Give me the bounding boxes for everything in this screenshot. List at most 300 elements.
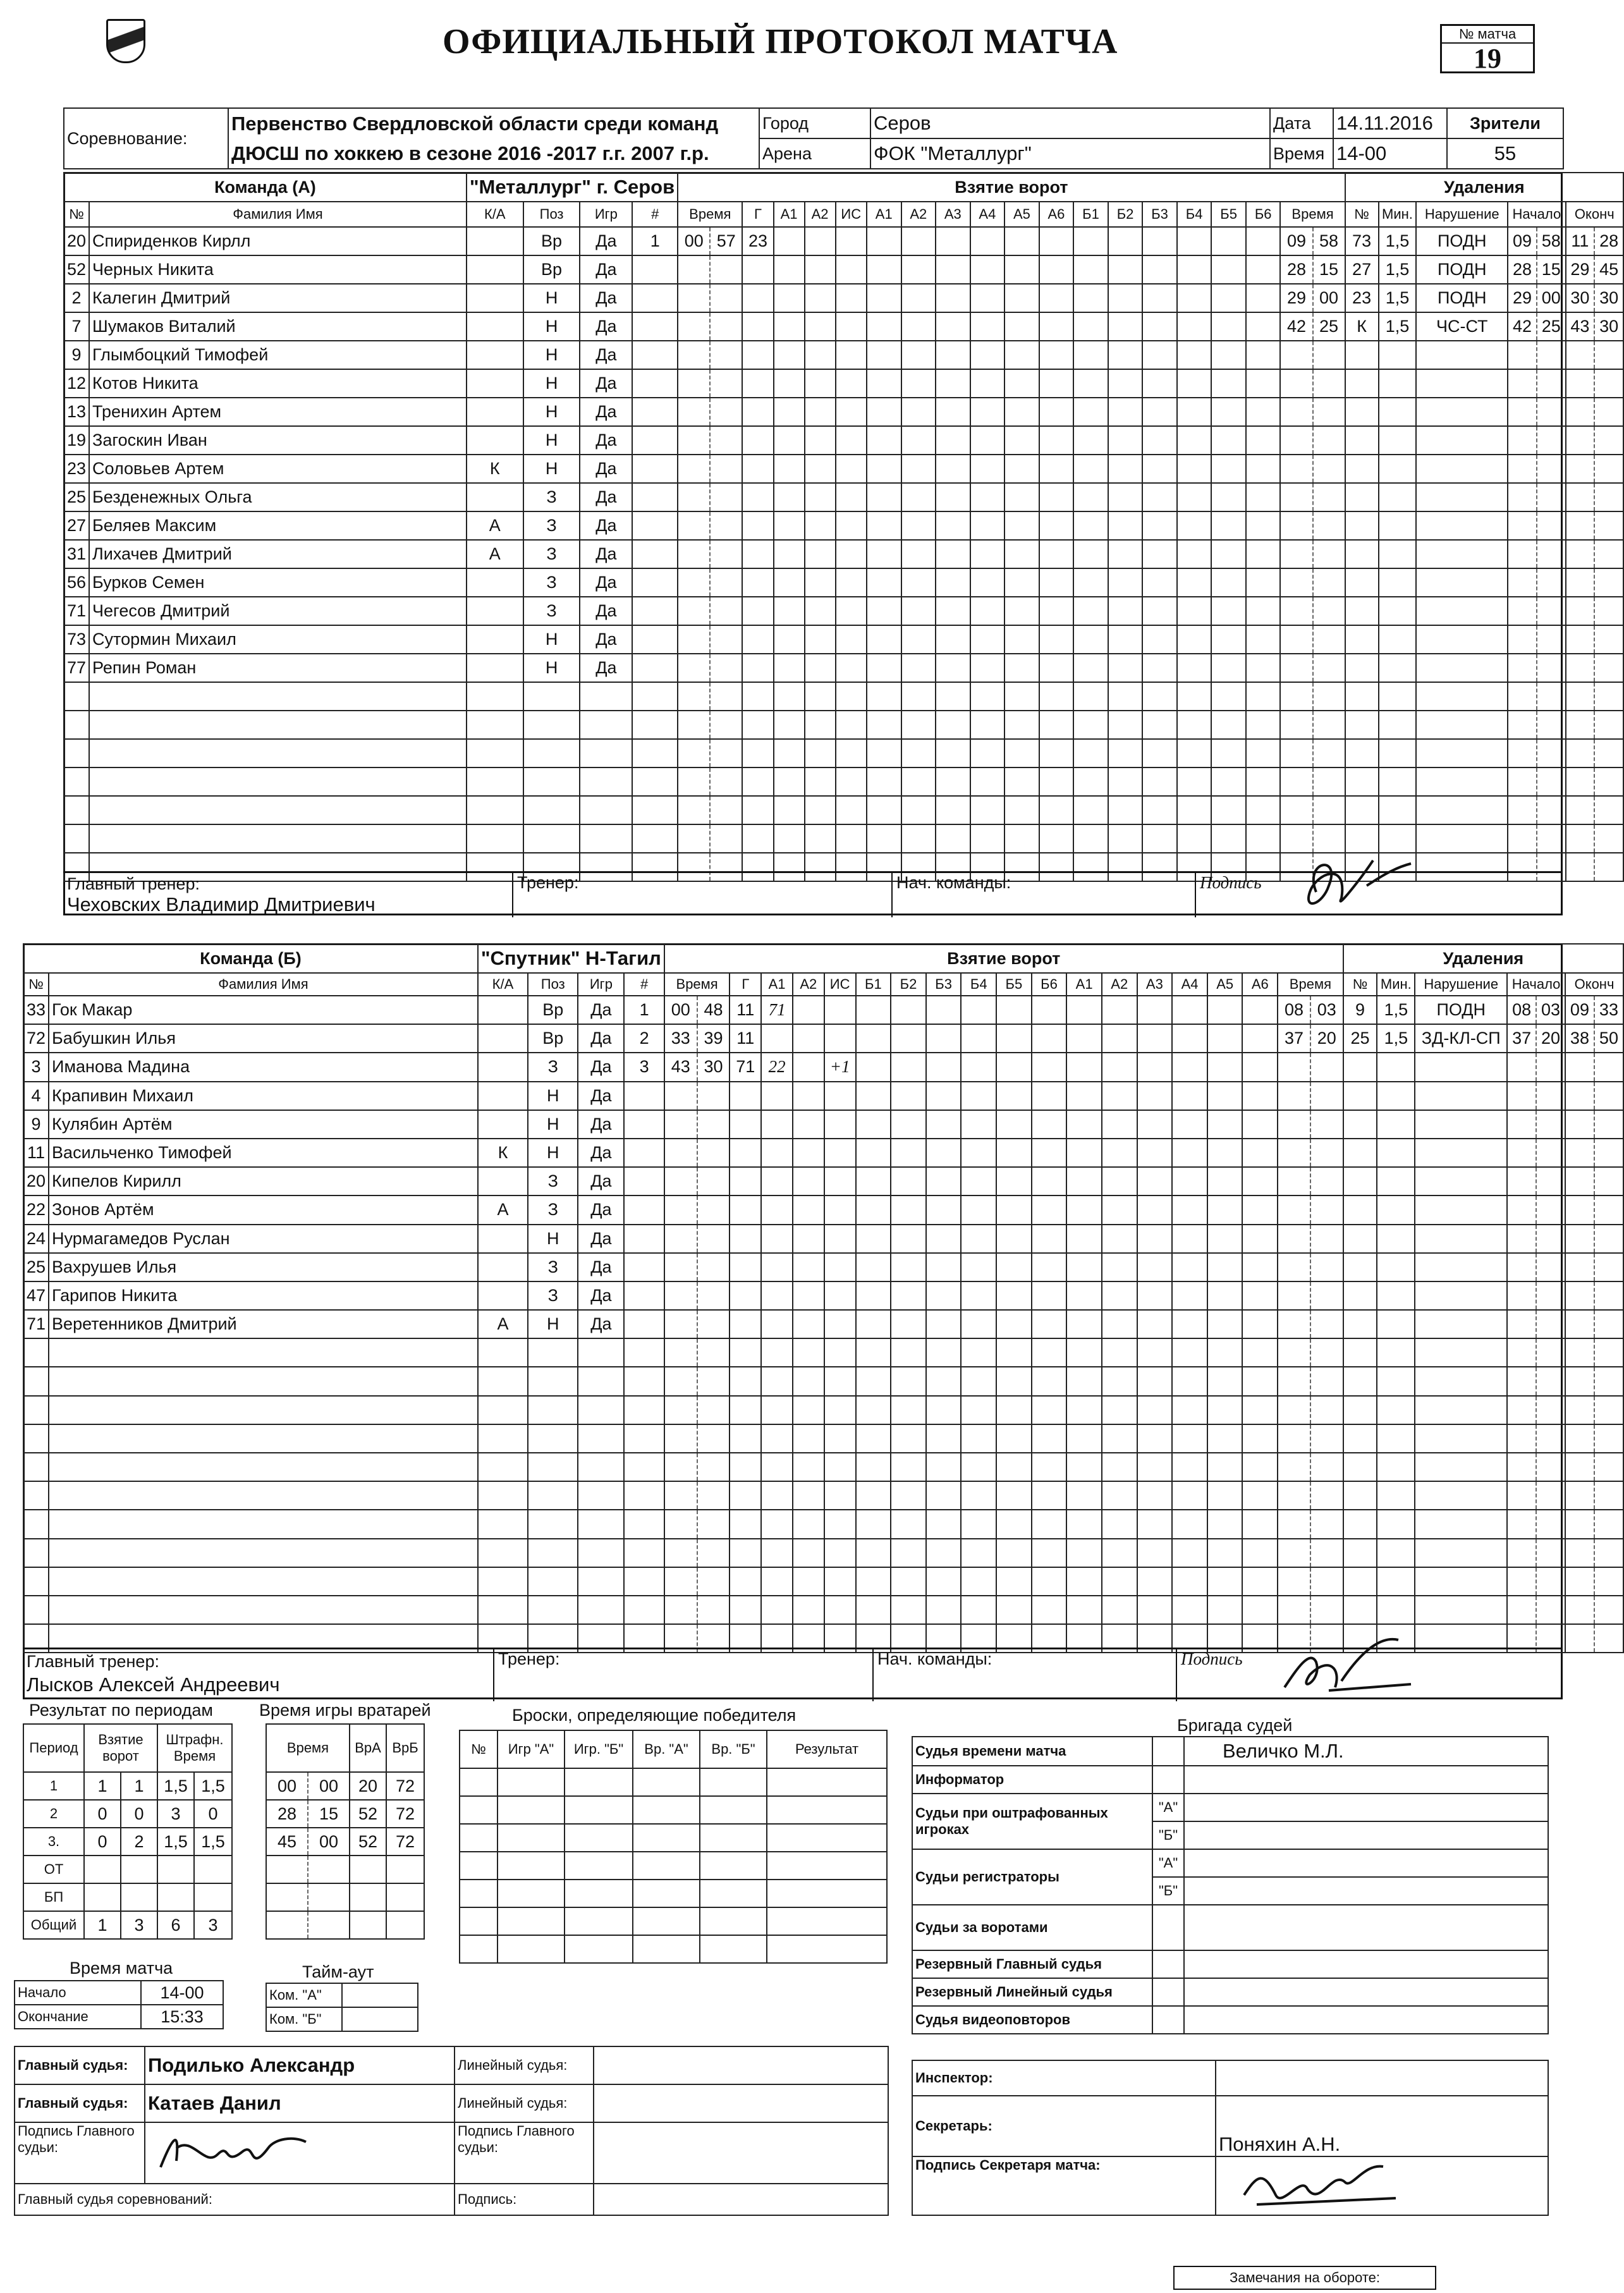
team-a-pen-sec xyxy=(1313,483,1345,511)
team-a-line-cell xyxy=(867,597,901,625)
team-a-player-number: 12 xyxy=(64,369,89,398)
team-b-line-cell xyxy=(996,1481,1032,1510)
period-label: 1 xyxy=(23,1772,84,1800)
team-b-player-pos: Н xyxy=(528,1082,578,1110)
team-a-line-cell xyxy=(1108,284,1143,312)
team-b-line-cell xyxy=(926,996,962,1024)
team-a-line-cell xyxy=(1177,568,1212,597)
team-a-line-cell xyxy=(901,796,936,824)
team-b-pen-sec xyxy=(1310,1110,1343,1139)
team-a-captain-label: Нач. команды: xyxy=(896,873,1011,892)
team-b-line-cell xyxy=(1172,1424,1207,1453)
inspector-label: Инспектор: xyxy=(912,2060,1216,2096)
team-a-pen-start-sec xyxy=(1537,511,1566,540)
team-a-player-name: Бурков Семен xyxy=(89,568,467,597)
team-b-line-cell xyxy=(1242,1053,1278,1081)
team-b-line-cell xyxy=(1032,1167,1067,1195)
team-a-line-cell xyxy=(1108,255,1143,284)
team-b-player-pos xyxy=(528,1539,578,1567)
team-a-line-cell xyxy=(1211,369,1246,398)
team-a-player-ka xyxy=(467,255,523,284)
team-b-line-cell xyxy=(1066,1225,1102,1253)
team-a-line-cell xyxy=(936,540,970,568)
team-b-pen-duration xyxy=(1377,1596,1415,1624)
team-a-line-cell xyxy=(1039,398,1074,426)
team-b-line-cell xyxy=(1172,1281,1207,1310)
team-a-goal-a1 xyxy=(774,341,805,369)
team-a-goal-no xyxy=(632,625,678,654)
team-b-line-cell xyxy=(856,1139,891,1167)
team-b-pen-violation xyxy=(1415,1110,1507,1139)
team-b-pen-player xyxy=(1343,1338,1377,1367)
team-a-goal-no xyxy=(632,540,678,568)
team-a-line-cell xyxy=(936,767,970,796)
team-b-pen-end-min: 09 xyxy=(1565,996,1594,1024)
team-a-line-cell xyxy=(1246,711,1281,739)
team-a-pen-violation xyxy=(1416,341,1508,369)
team-b-line-cell xyxy=(1207,1253,1243,1281)
team-b-line-cell xyxy=(1066,1510,1102,1538)
team-b-goal-a1 xyxy=(761,1539,793,1567)
team-b-player-ka xyxy=(478,996,528,1024)
team-b-line-cell xyxy=(996,996,1032,1024)
team-b-player-pos xyxy=(528,1396,578,1424)
team-a-pen-end-min xyxy=(1566,682,1595,711)
team-a-line-cell xyxy=(1073,796,1108,824)
team-a-pen-min xyxy=(1280,483,1312,511)
team-b-pen-start-sec xyxy=(1536,1481,1565,1510)
team-b-line-cell xyxy=(1137,1338,1173,1367)
team-a-line-cell xyxy=(1142,227,1177,255)
team-a-goal-a2 xyxy=(805,824,836,853)
team-b-goal-a2 xyxy=(793,1167,824,1195)
team-a-pen-violation xyxy=(1416,682,1508,711)
team-b-pen-end-sec xyxy=(1594,1539,1623,1567)
shootout-h-gb: Вр. "Б" xyxy=(700,1730,767,1768)
team-a-line-cell xyxy=(1073,654,1108,682)
team-b-line-cell xyxy=(1172,1024,1207,1053)
team-a-line-cell xyxy=(1211,711,1246,739)
team-b-player-play: Да xyxy=(578,1167,624,1195)
team-a-h-ptime: Время xyxy=(1280,202,1345,227)
team-b-goal-a1 xyxy=(761,1139,793,1167)
team-b-line-cell xyxy=(891,1225,926,1253)
team-b-pen-player xyxy=(1343,1539,1377,1567)
team-a-goal-a1 xyxy=(774,511,805,540)
team-a-pen-duration xyxy=(1379,455,1417,483)
team-a-pen-min: 42 xyxy=(1280,312,1312,341)
goalie-time-table xyxy=(266,1723,425,1940)
team-a-line-cell xyxy=(901,654,936,682)
team-b-h-ptime: Время xyxy=(1278,973,1343,996)
team-b-goal-no xyxy=(624,1225,664,1253)
team-a-player-number: 25 xyxy=(64,483,89,511)
team-b-pen-start-min xyxy=(1507,1396,1536,1424)
period-pen-b xyxy=(194,1856,232,1883)
team-b-player-ka xyxy=(478,1424,528,1453)
team-b-goals-header: Взятие ворот xyxy=(664,944,1343,973)
team-b-line-cell xyxy=(891,1167,926,1195)
team-b-player-pos xyxy=(528,1424,578,1453)
team-a-pen-end-min xyxy=(1566,597,1595,625)
team-b-player-name: Бабушкин Илья xyxy=(49,1024,478,1053)
team-a-player-play xyxy=(580,682,632,711)
team-b-player-number xyxy=(23,1367,49,1395)
team-a-pen-duration xyxy=(1379,597,1417,625)
team-a-line-cell xyxy=(1211,312,1246,341)
team-b-goal-no xyxy=(624,1139,664,1167)
team-a-line-cell xyxy=(1039,767,1074,796)
team-a-goal-min xyxy=(678,483,710,511)
team-b-pen-sec xyxy=(1310,1338,1343,1367)
team-a-goal-scorer xyxy=(742,767,773,796)
team-a-pen-sec xyxy=(1313,455,1345,483)
team-b-pen-sec xyxy=(1310,1424,1343,1453)
team-a-line-cell xyxy=(1073,625,1108,654)
period-label: ОТ xyxy=(23,1856,84,1883)
team-a-h-goalcol: Г xyxy=(742,202,773,227)
team-b-pen-end-sec: 33 xyxy=(1594,996,1623,1024)
team-b-goal-is xyxy=(824,1424,856,1453)
team-a-line-cell xyxy=(1177,369,1212,398)
brigade-video-value xyxy=(1184,2006,1548,2034)
team-a-head-coach: Чеховских Владимир Дмитриевич xyxy=(67,893,375,915)
team-b-player-ka xyxy=(478,1539,528,1567)
team-b-pen-min xyxy=(1278,1396,1310,1424)
team-b-line-cell xyxy=(1066,1396,1102,1424)
team-a-goal-sec xyxy=(710,398,742,426)
referee1-label: Главный судья: xyxy=(15,2046,145,2084)
team-a-goal-a2 xyxy=(805,540,836,568)
team-a-line-cell xyxy=(1142,341,1177,369)
team-b-pen-end-sec xyxy=(1594,1481,1623,1510)
team-b-line-cell xyxy=(1207,1139,1243,1167)
team-b-line-cell xyxy=(1102,1139,1137,1167)
team-a-line-cell xyxy=(1004,341,1039,369)
team-a-player-ka xyxy=(467,568,523,597)
team-a-pen-start-min xyxy=(1508,625,1537,654)
team-b-line-cell xyxy=(1102,1396,1137,1424)
team-a-line-cell xyxy=(1246,341,1281,369)
match-info-table xyxy=(63,107,1564,169)
team-b-player-play: Да xyxy=(578,1253,624,1281)
team-a-goal-sec xyxy=(710,312,742,341)
period-goals-b xyxy=(121,1856,157,1883)
team-a-line-cell xyxy=(901,540,936,568)
team-b-player-number xyxy=(23,1596,49,1624)
team-a-player-name: Чегесов Дмитрий xyxy=(89,597,467,625)
team-b-line-cell xyxy=(1066,1024,1102,1053)
team-a-goal-sec xyxy=(710,426,742,455)
team-b-goal-min xyxy=(664,1281,697,1310)
team-a-goal-min xyxy=(678,312,710,341)
team-a-goal-is xyxy=(836,767,867,796)
team-a-goal-is xyxy=(836,284,867,312)
team-a-line-cell xyxy=(1246,540,1281,568)
team-a-line-cell xyxy=(1004,369,1039,398)
team-a-pen-min xyxy=(1280,654,1312,682)
team-a-player-ka xyxy=(467,654,523,682)
team-b-pen-sec xyxy=(1310,1053,1343,1081)
shootout-cell xyxy=(633,1852,700,1880)
team-a-player-play: Да xyxy=(580,369,632,398)
team-a-player-name xyxy=(89,824,467,853)
team-b-pen-end-min xyxy=(1565,1338,1594,1367)
team-b-pen-start-sec xyxy=(1536,1253,1565,1281)
team-a-line-cell xyxy=(1142,796,1177,824)
team-b-goal-min xyxy=(664,1424,697,1453)
team-a-goal-sec xyxy=(710,483,742,511)
shootout-cell xyxy=(498,1907,565,1935)
team-a-player-name: Шумаков Виталий xyxy=(89,312,467,341)
team-a-pen-min xyxy=(1280,568,1312,597)
team-a-h-pviol: Нарушение xyxy=(1416,202,1508,227)
team-b-line-cell xyxy=(1032,1281,1067,1310)
team-b-coach-cell xyxy=(493,1649,872,1701)
team-b-pen-violation xyxy=(1415,1481,1507,1510)
goalie-b: 72 xyxy=(386,1828,424,1856)
shootout-cell xyxy=(700,1880,767,1907)
team-b-goal-a2 xyxy=(793,996,824,1024)
team-b-line-cell xyxy=(1242,1110,1278,1139)
team-b-line-cell xyxy=(926,1539,962,1567)
team-a-line-cell xyxy=(1246,568,1281,597)
team-a-line-cell xyxy=(936,682,970,711)
team-a-line-cell xyxy=(970,824,1005,853)
team-a-pen-violation xyxy=(1416,426,1508,455)
team-b-player-ka: К xyxy=(478,1139,528,1167)
team-b-pen-duration xyxy=(1377,1139,1415,1167)
team-a-line-cell xyxy=(901,455,936,483)
team-a-line-cell xyxy=(936,312,970,341)
team-b-line-cell xyxy=(1207,1424,1243,1453)
team-b-line-cell xyxy=(996,1338,1032,1367)
team-a-goal-no xyxy=(632,284,678,312)
team-b-pen-sec xyxy=(1310,1567,1343,1596)
team-b-line-cell xyxy=(1066,1453,1102,1481)
period-pen-b: 3 xyxy=(194,1911,232,1939)
team-a-goal-is xyxy=(836,341,867,369)
brigade-scorers-b: "Б" xyxy=(1152,1877,1184,1905)
team-a-line-cell xyxy=(1073,341,1108,369)
team-a-player-pos xyxy=(523,767,580,796)
brigade-scorers-a: "А" xyxy=(1152,1849,1184,1877)
team-a-h-line: А1 xyxy=(867,202,901,227)
team-b-pen-start-min xyxy=(1507,1367,1536,1395)
team-a-line-cell xyxy=(1004,568,1039,597)
period-goals-b xyxy=(121,1883,157,1911)
team-a-coach-label: Тренер: xyxy=(517,873,579,892)
timeout-title: Тайм-аут xyxy=(302,1962,374,1981)
periods-table xyxy=(23,1723,233,1940)
team-b-line-cell xyxy=(891,1195,926,1224)
competition-ref-sign-label: Подпись: xyxy=(455,2184,594,2215)
team-b-goal-a2 xyxy=(793,1424,824,1453)
team-a-goal-scorer: 23 xyxy=(742,227,773,255)
team-a-goal-is xyxy=(836,625,867,654)
shootout-cell xyxy=(767,1796,887,1824)
period-goals-b: 0 xyxy=(121,1800,157,1828)
team-a-player-ka xyxy=(467,824,523,853)
team-b-goal-no xyxy=(624,1110,664,1139)
team-a-line-cell xyxy=(1246,682,1281,711)
team-b-player-number: 72 xyxy=(23,1024,49,1053)
team-b-pen-min: 37 xyxy=(1278,1024,1310,1053)
team-b-pen-start-sec xyxy=(1536,1167,1565,1195)
team-b-pen-player xyxy=(1343,1596,1377,1624)
team-b-goal-is xyxy=(824,1110,856,1139)
team-a-line-cell xyxy=(1108,824,1143,853)
team-a-line-cell xyxy=(1108,312,1143,341)
team-b-line-cell xyxy=(1172,1225,1207,1253)
team-b-player-number xyxy=(23,1396,49,1424)
team-a-player-number xyxy=(64,682,89,711)
team-b-line-cell xyxy=(856,1424,891,1453)
referee1-name: Подилько Александр xyxy=(145,2046,455,2084)
match-number: 19 xyxy=(1474,43,1501,74)
team-a-line-cell xyxy=(1142,511,1177,540)
team-a-line-cell xyxy=(936,341,970,369)
team-b-goal-a2 xyxy=(793,1195,824,1224)
team-a-line-cell xyxy=(1142,540,1177,568)
team-a-line-cell xyxy=(970,483,1005,511)
team-b-line-cell xyxy=(1102,1253,1137,1281)
team-b-line-cell xyxy=(1066,1195,1102,1224)
team-b-player-name: Кулябин Артём xyxy=(49,1110,478,1139)
period-pen-b xyxy=(194,1883,232,1911)
team-b-goal-min: 00 xyxy=(664,996,697,1024)
team-b-goal-min xyxy=(664,1338,697,1367)
team-a-pen-player xyxy=(1345,568,1379,597)
team-b-pen-player xyxy=(1343,1225,1377,1253)
team-b-goal-sec xyxy=(697,1338,730,1367)
team-a-h-line: Б4 xyxy=(1177,202,1212,227)
team-b-line-cell xyxy=(996,1510,1032,1538)
team-a-line-cell xyxy=(1004,824,1039,853)
team-a-pen-duration xyxy=(1379,511,1417,540)
team-a-line-cell xyxy=(1004,255,1039,284)
team-a-line-cell xyxy=(1039,511,1074,540)
team-a-line-cell xyxy=(1004,625,1039,654)
team-b-line-cell xyxy=(996,1567,1032,1596)
team-b-line-cell xyxy=(1066,1596,1102,1624)
team-b-player-ka xyxy=(478,1110,528,1139)
match-end-value: 15:33 xyxy=(141,2005,223,2029)
team-a-goal-no xyxy=(632,483,678,511)
shootout-cell xyxy=(767,1935,887,1963)
team-b-line-cell xyxy=(856,1510,891,1538)
team-b-pen-min xyxy=(1278,1481,1310,1510)
team-b-goal-is xyxy=(824,1567,856,1596)
period-goals-a: 0 xyxy=(84,1828,121,1856)
team-a-head-coach-label: Главный тренер: xyxy=(67,874,200,893)
team-a-line-cell xyxy=(901,284,936,312)
team-a-player-ka xyxy=(467,483,523,511)
period-goals-a xyxy=(84,1856,121,1883)
team-a-goal-a2 xyxy=(805,398,836,426)
team-a-goal-min xyxy=(678,398,710,426)
team-a-line-cell xyxy=(1211,511,1246,540)
team-a-line-cell xyxy=(1177,255,1212,284)
team-b-pen-min xyxy=(1278,1596,1310,1624)
team-b-goal-a2 xyxy=(793,1310,824,1338)
team-a-line-cell xyxy=(970,255,1005,284)
team-b-goal-is xyxy=(824,1596,856,1624)
team-b-line-cell xyxy=(1066,1310,1102,1338)
team-b-pen-end-sec xyxy=(1594,1253,1623,1281)
team-a-line-cell xyxy=(970,711,1005,739)
team-b-pen-duration xyxy=(1377,1253,1415,1281)
team-b-pen-end-sec xyxy=(1594,1225,1623,1253)
team-a-player-number xyxy=(64,796,89,824)
team-a-line-cell xyxy=(1211,227,1246,255)
team-a-player-name: Лихачев Дмитрий xyxy=(89,540,467,568)
team-a-line-cell xyxy=(1246,369,1281,398)
team-b-goal-is xyxy=(824,1082,856,1110)
team-a-line-cell xyxy=(867,682,901,711)
team-a-goal-no xyxy=(632,597,678,625)
brigade-reserve-ref-spacer xyxy=(1152,1950,1184,1978)
brigade-reserve-line-value xyxy=(1184,1978,1548,2006)
goalie-a xyxy=(350,1911,386,1939)
team-a-goal-a1 xyxy=(774,284,805,312)
team-a-pen-sec xyxy=(1313,540,1345,568)
team-a-line-cell xyxy=(867,711,901,739)
team-b-line-cell xyxy=(891,1567,926,1596)
team-b-signature-mark xyxy=(1272,1630,1424,1706)
match-end-label: Окончание xyxy=(15,2005,141,2029)
team-b-pen-min xyxy=(1278,1539,1310,1567)
secretary-sign-text: Подпись Секретаря матча: xyxy=(915,2157,1101,2173)
team-b-pen-start-min xyxy=(1507,1225,1536,1253)
team-a-h-line: Б3 xyxy=(1142,202,1177,227)
team-a-player-name xyxy=(89,682,467,711)
team-a-h-line: А4 xyxy=(970,202,1005,227)
team-a-pen-start-min xyxy=(1508,796,1537,824)
match-time-title: Время матча xyxy=(70,1959,173,1978)
team-a-pen-player xyxy=(1345,654,1379,682)
team-b-goal-a1: 22 xyxy=(761,1053,793,1081)
team-a-pen-violation xyxy=(1416,483,1508,511)
shootout-cell xyxy=(700,1768,767,1796)
team-a-goal-sec xyxy=(710,711,742,739)
team-b-line-cell xyxy=(1242,1082,1278,1110)
team-b-player-name: Васильченко Тимофей xyxy=(49,1139,478,1167)
period-label: Общий xyxy=(23,1911,84,1939)
team-b-line-cell xyxy=(996,1082,1032,1110)
team-b-line-cell xyxy=(1242,1539,1278,1567)
team-a-h-hash: # xyxy=(632,202,678,227)
team-a-goal-no xyxy=(632,369,678,398)
team-a-player-name: Тренихин Артем xyxy=(89,398,467,426)
team-a-pen-violation: ЧС-СТ xyxy=(1416,312,1508,341)
team-b-player-ka xyxy=(478,1082,528,1110)
team-a-h-line: Б1 xyxy=(1073,202,1108,227)
team-b-goal-scorer xyxy=(730,1139,761,1167)
team-a-line-cell xyxy=(1142,682,1177,711)
team-a-line-cell xyxy=(1246,625,1281,654)
team-b-pen-violation xyxy=(1415,1367,1507,1395)
team-b-h-play: Игр xyxy=(578,973,624,996)
goalie-time-sec xyxy=(308,1911,350,1939)
team-b-h-goalcol: ИС xyxy=(824,973,856,996)
team-b-pen-start-min xyxy=(1507,1567,1536,1596)
team-b-player-play xyxy=(578,1510,624,1538)
spectators-value: 55 xyxy=(1447,138,1563,169)
team-b-line-cell xyxy=(1032,1424,1067,1453)
team-b-player-name: Крапивин Михаил xyxy=(49,1082,478,1110)
team-a-pen-end-min xyxy=(1566,426,1595,455)
